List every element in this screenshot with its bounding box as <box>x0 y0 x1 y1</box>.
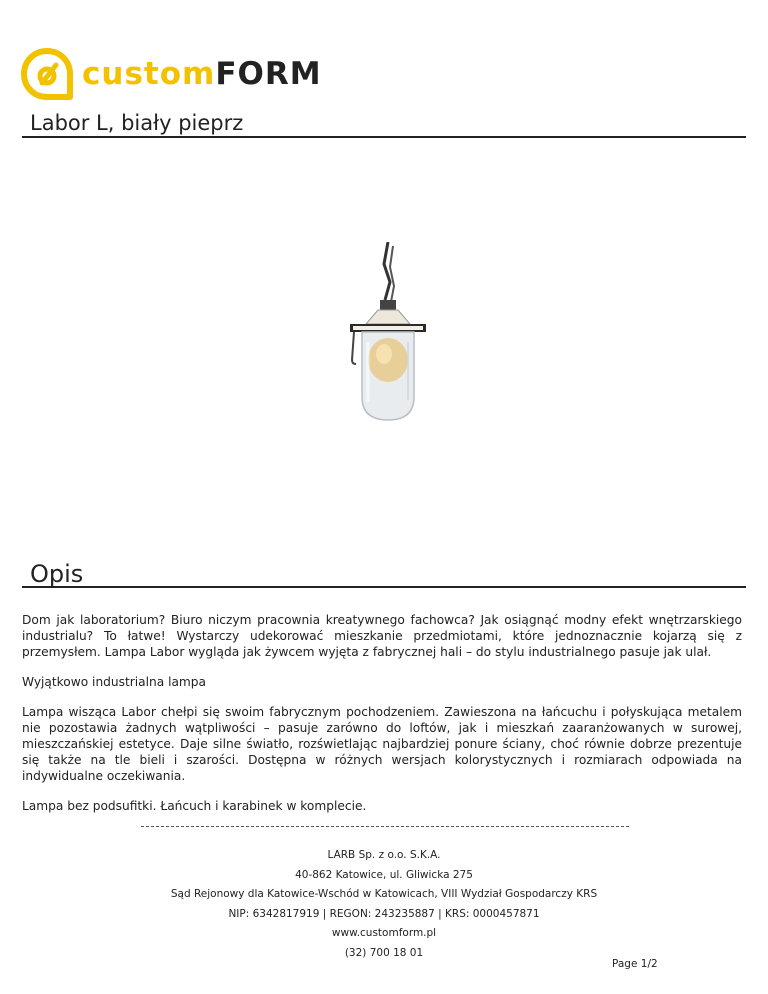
brand-logo <box>20 47 322 103</box>
footer-address: 40-862 Katowice, ul. Gliwicka 275 <box>295 868 473 881</box>
product-title: Labor L, biały pieprz <box>22 110 746 138</box>
description-paragraph: Lampa bez podsufitki. Łańcuch i karabinek w komplecie. <box>22 799 367 813</box>
brand-name-part1: custom <box>82 56 216 92</box>
description-paragraph: Dom jak laboratorium? Biuro niczym pracownia kreatywnego fachowca? Jak osiągnąć modny efekt wnętrzarskiego industrialu? To łatwe! Wystarczy udekorować mieszkanie przedmiotami, które jednoznacznie kojarzą się z przemysłem. Lampa Labor wygląda jak żywcem wyjęta z fabrycznej hali – do stylu industrialnego pasuje jak ulał. <box>22 613 742 659</box>
description-paragraph: Lampa wisząca Labor chełpi się swoim fabrycznym pochodzeniem. Zawieszona na łańcuchu i połyskująca metalem nie pozostawia żadnych wątpliwości – pasuje zarówno do loftów, jak i mieszkań zaaranżowanych w surowej, mieszczańskiej estetyce. Daje silne światło, rozświetlając najbardziej ponure ściany, choć równie dobrze prezentuje się także na tle bieli i szarości. Dostępna w różnych wersjach kolorystycznych i rozmiarach odpowiada na indywidualne oczekiwania. <box>22 705 742 783</box>
product-description <box>22 612 742 828</box>
section-heading-description: Opis <box>22 560 746 588</box>
footer-ids: NIP: 6342817919 | REGON: 243235887 | KRS: 0000457871 <box>228 907 540 920</box>
footer-phone: (32) 700 18 01 <box>344 946 424 959</box>
brand-name-part2: FORM <box>215 56 322 92</box>
footer-company: LARB Sp. z o.o. S.K.A. <box>327 849 441 861</box>
pendant-lamp-image <box>338 242 438 424</box>
footer-court: Sąd Rejonowy dla Katowice-Wschód w Katowicach, VIII Wydział Gospodarczy KRS <box>170 888 598 900</box>
company-footer <box>0 846 768 963</box>
footer-website: www.customform.pl <box>331 927 437 939</box>
page-number: Page 1/2 <box>612 958 658 970</box>
description-paragraph: Wyjątkowo industrialna lampa <box>22 675 207 689</box>
brand-wordmark <box>82 57 322 91</box>
leaf-logo-icon <box>20 47 74 101</box>
footer-divider <box>141 826 629 831</box>
